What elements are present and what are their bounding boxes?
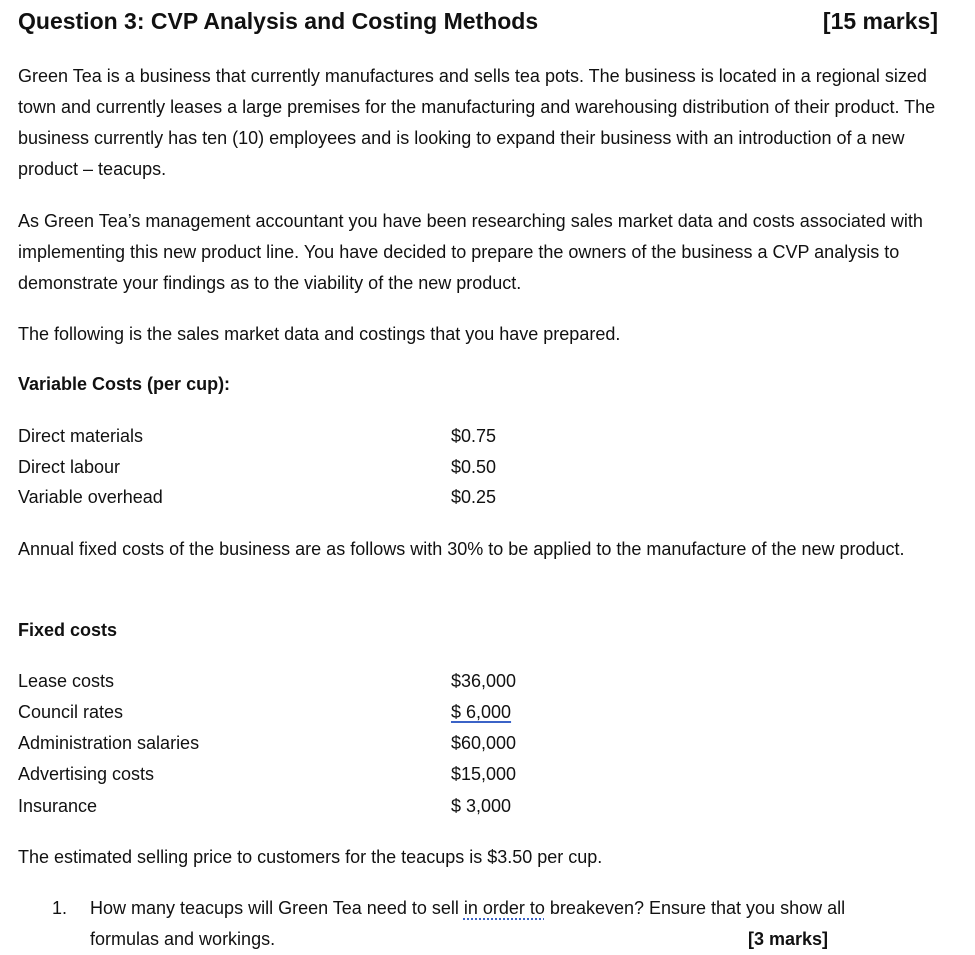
fixed-cost-row [18, 791, 618, 822]
variable-cost-row [18, 482, 618, 513]
fixed-cost-amount: $ 3,000 [451, 796, 512, 816]
fixed-cost-amount: $36,000 [451, 671, 517, 691]
question-text-end: breakeven? Ensure that you show all [544, 898, 846, 918]
selling-price-paragraph: The estimated selling price to customers for the teacups is $3.50 per cup. [18, 847, 603, 867]
variable-cost-row [18, 421, 618, 452]
question-line-two [90, 924, 828, 955]
question-text [90, 893, 940, 924]
fixed-cost-row [18, 697, 618, 728]
variable-cost-name: Direct materials [18, 426, 144, 446]
question-marks: [3 marks] [747, 929, 828, 949]
variable-cost-name: Direct labour [18, 457, 121, 477]
fixed-cost-row [18, 728, 618, 759]
question-header [18, 8, 938, 40]
fixed-cost-amount: $60,000 [451, 733, 517, 753]
fixed-cost-name: Lease costs [18, 671, 115, 691]
intro-paragraph: Green Tea is a business that currently manufactures and sells tea pots. The business is located in a regional sized town and currently leases a large premises for the manufacturing and warehousing distribution of their product. The business currently has ten (10) employees and is looking to expand their business with an introduction of a new product – teacups. [18, 66, 936, 179]
accountant-paragraph: As Green Tea’s management accountant you have been researching sales market data and costs associated with implementing this new product line. You have decided to prepare the owners of the business a CVP analysis to demonstrate your findings as to the viability of the new product. [18, 211, 923, 293]
variable-cost-row [18, 452, 618, 483]
fixed-cost-amount: $15,000 [451, 764, 517, 784]
variable-costs-heading: Variable Costs (per cup): [18, 374, 231, 394]
variable-cost-name: Variable overhead [18, 487, 163, 507]
fixed-cost-name: Administration salaries [18, 733, 200, 753]
question-total-marks: [15 marks] [822, 8, 938, 34]
question-text-continued: formulas and workings. [90, 929, 276, 949]
grammar-flagged-phrase: in order to [463, 898, 545, 918]
fixed-costs-heading: Fixed costs [18, 620, 118, 640]
fixed-cost-name: Insurance [18, 796, 98, 816]
question-title: Question 3: CVP Analysis and Costing Methods [18, 8, 539, 34]
question-number: 1. [52, 898, 68, 918]
fixed-cost-row [18, 759, 618, 790]
fixed-cost-name: Council rates [18, 702, 124, 722]
fixed-cost-row [18, 666, 618, 697]
following-paragraph: The following is the sales market data and costings that you have prepared. [18, 324, 621, 344]
fixed-cost-amount: $ 6,000 [451, 702, 512, 722]
variable-cost-amount: $0.25 [451, 487, 497, 507]
fixed-cost-name: Advertising costs [18, 764, 155, 784]
variable-cost-amount: $0.75 [451, 426, 497, 446]
question-text-start: How many teacups will Green Tea need to sell [90, 898, 464, 918]
variable-cost-amount: $0.50 [451, 457, 497, 477]
fixed-costs-intro-paragraph: Annual fixed costs of the business are as follows with 30% to be applied to the manufacture of the new product. [18, 539, 905, 559]
